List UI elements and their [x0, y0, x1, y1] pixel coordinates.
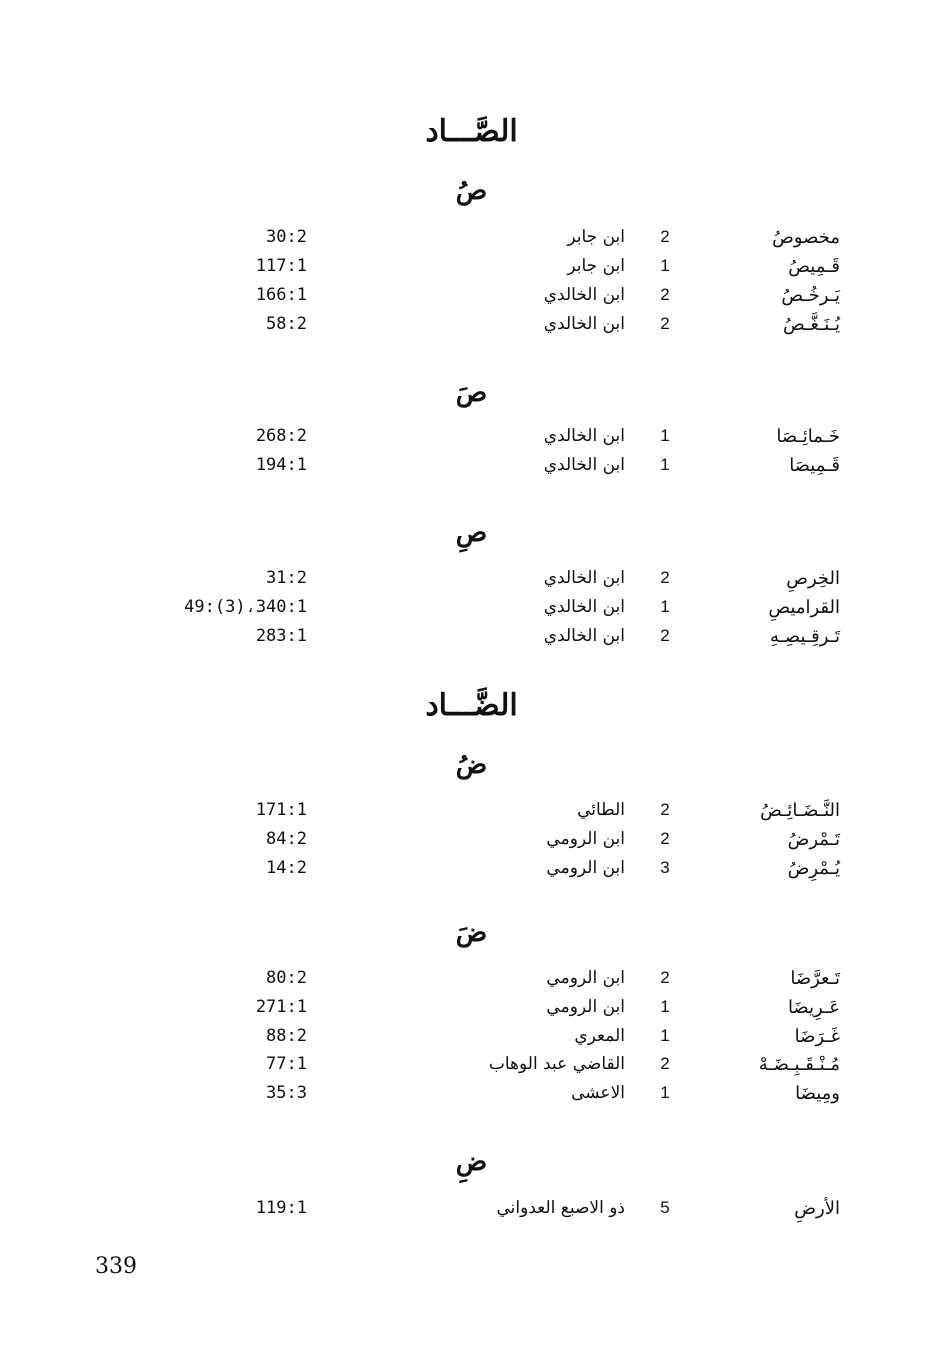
table-row [0, 1026, 943, 1055]
page-reference: 77:1 [266, 1054, 307, 1074]
page-reference: 49:(3)،340:1 [184, 597, 307, 617]
verse-count: 2 [660, 800, 670, 819]
rhyme-word: النَّـضَـائِـضُ [760, 800, 840, 821]
page-reference: 271:1 [255, 997, 307, 1017]
poet-name: ابن الخالدي [543, 568, 625, 588]
page-reference: 80:2 [266, 968, 307, 988]
verse-count: 2 [660, 314, 670, 333]
rhyme-word: مخصوصُ [772, 227, 840, 248]
table-row [0, 1054, 943, 1083]
page-reference: 119:1 [255, 1198, 307, 1218]
table-row [0, 426, 943, 455]
poet-name: ابن الخالدي [543, 455, 625, 475]
page-reference: 88:2 [266, 1026, 307, 1046]
table-row [0, 568, 943, 597]
poet-name: ابن الخالدي [543, 626, 625, 646]
poet-name: ابن الرومي [546, 858, 625, 878]
poet-name: ابن الرومي [546, 829, 625, 849]
table-row [0, 285, 943, 314]
poet-name: ابن جابر [567, 227, 625, 247]
rhyme-word: تَـعرَّضَا [790, 968, 840, 989]
poet-name: ابن الخالدي [543, 597, 625, 617]
table-row [0, 997, 943, 1026]
verse-count: 2 [660, 227, 670, 246]
poet-name: ابن الخالدي [543, 314, 625, 334]
page-reference: 171:1 [255, 800, 307, 820]
poet-name: ابن الخالدي [543, 285, 625, 305]
verse-count: 1 [660, 1026, 670, 1045]
page-reference: 194:1 [255, 455, 307, 475]
table-row [0, 858, 943, 887]
rhyme-word: عَـرِيضَا [787, 997, 840, 1018]
rhyme-word: يُـنَـغَّـصُ [783, 314, 840, 335]
rhyme-word: غَـرَضَا [794, 1026, 840, 1047]
verse-count: 2 [660, 829, 670, 848]
rhyme-word: القراميصِ [768, 597, 840, 618]
poet-name: الطائي [577, 800, 625, 820]
verse-count: 1 [660, 597, 670, 616]
rhyme-word: خَـمائِـصَا [776, 426, 840, 447]
rhyme-word: تَـرقِـيصِـهِ [769, 626, 840, 647]
group-heading: صِ [455, 518, 488, 548]
page-number: 339 [95, 1254, 137, 1279]
poet-name: ذو الاصبع العدواني [496, 1198, 625, 1218]
poet-name: المعري [574, 1026, 625, 1046]
rhyme-word: تَـمْرضُ [787, 829, 840, 850]
table-row [0, 256, 943, 285]
poet-name: ابن الرومي [546, 968, 625, 988]
section-title: الضَّـــاد [425, 688, 518, 723]
table-row [0, 800, 943, 829]
rhyme-word: يَـرخُـصُ [781, 285, 840, 306]
poet-name: القاضي عبد الوهاب [488, 1054, 625, 1074]
table-row [0, 597, 943, 626]
table-row [0, 455, 943, 484]
verse-count: 2 [660, 568, 670, 587]
verse-count: 1 [660, 256, 670, 275]
group-heading: ضُ [455, 750, 488, 780]
rhyme-word: مُـنْـقَـبِـضَـهْ [758, 1054, 840, 1075]
verse-count: 2 [660, 1054, 670, 1073]
verse-count: 1 [660, 997, 670, 1016]
group-heading: ضَ [455, 918, 488, 948]
poet-name: ابن الرومي [546, 997, 625, 1017]
poet-name: ابن الخالدي [543, 426, 625, 446]
rhyme-word: قَـمِيصُ [788, 256, 840, 277]
page-reference: 30:2 [266, 227, 307, 247]
group-heading: صُ [455, 176, 488, 206]
table-row [0, 314, 943, 343]
page-reference: 268:2 [255, 426, 307, 446]
verse-count: 2 [660, 285, 670, 304]
verse-count: 2 [660, 968, 670, 987]
page-reference: 31:2 [266, 568, 307, 588]
table-row [0, 1083, 943, 1112]
table-row [0, 829, 943, 858]
rhyme-word: ومِيضَا [795, 1083, 840, 1104]
page-reference: 166:1 [255, 285, 307, 305]
page-reference: 283:1 [255, 626, 307, 646]
page-reference: 58:2 [266, 314, 307, 334]
verse-count: 2 [660, 626, 670, 645]
page-reference: 117:1 [255, 256, 307, 276]
poet-name: ابن جابر [567, 256, 625, 276]
table-row [0, 968, 943, 997]
table-row [0, 1198, 943, 1227]
verse-count: 5 [660, 1198, 670, 1217]
section-title: الصَّـــاد [425, 114, 518, 149]
page-reference: 35:3 [266, 1083, 307, 1103]
rhyme-word: يُـمْرِضُ [787, 858, 840, 879]
rhyme-word: الأرضِ [794, 1198, 840, 1219]
table-row [0, 227, 943, 256]
group-heading: ضِ [455, 1147, 488, 1177]
verse-count: 1 [660, 426, 670, 445]
rhyme-word: قَـمِيصَا [789, 455, 840, 476]
page-reference: 84:2 [266, 829, 307, 849]
poet-name: الاعشى [571, 1083, 625, 1103]
verse-count: 1 [660, 455, 670, 474]
page-reference: 14:2 [266, 858, 307, 878]
rhyme-word: الخِرصِ [786, 568, 840, 589]
group-heading: صَ [455, 378, 488, 408]
verse-count: 1 [660, 1083, 670, 1102]
verse-count: 3 [660, 858, 670, 877]
table-row [0, 626, 943, 655]
